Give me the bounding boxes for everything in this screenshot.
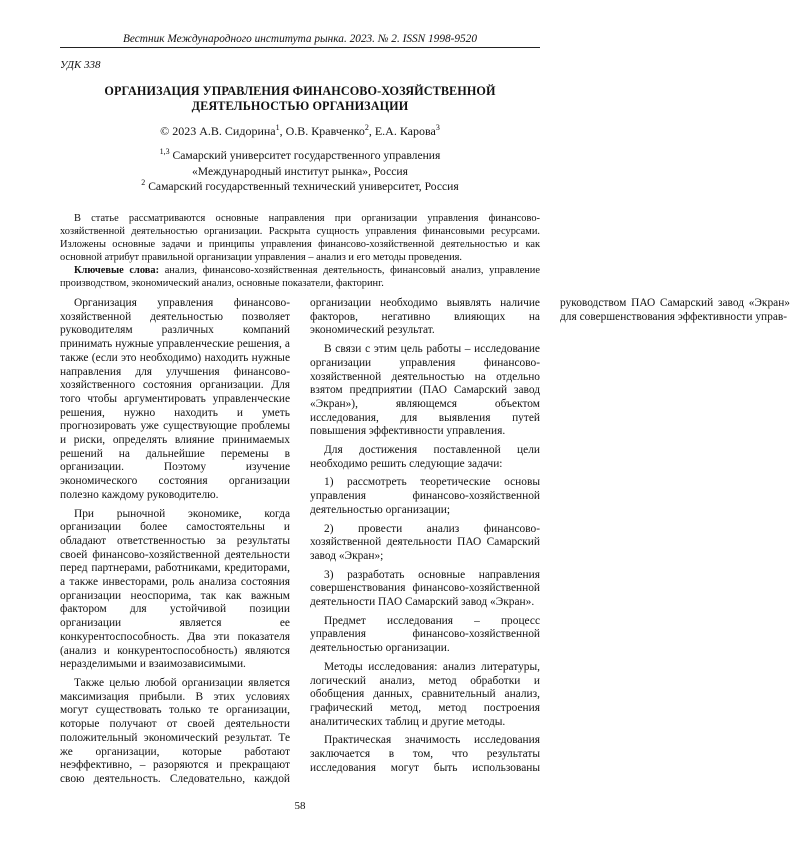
article-title (60, 84, 540, 114)
udk-code: УДК 338 (60, 59, 101, 71)
affiliation-2-text: Самарский государственный технический университет, Россия (145, 180, 459, 193)
body-paragraph: 1) рассмотреть теоретические основы управления финансово-хозяйственной деятельностью организации; (310, 476, 540, 516)
page-number: 58 (294, 800, 306, 812)
body-text (60, 297, 790, 791)
body-paragraph: При рыночной экономике, когда организации более самостоятельны и обладают ответственностью за результаты своей финансово-хозяйственной деятельности перед партнерами, работниками, кредиторами, а также инвесторами, роль анализа состояния организации неоспорима, так как важным фактором для устойчивой позиции организации является ее конкурентоспособность. Два эти показателя (анализ и конкурентоспособность) являются неразделимыми и взаимозависимыми. (60, 507, 290, 671)
author-2-sup: 2 (364, 123, 369, 132)
authors-line: © 2023 А.В. Сидорина$^1$, О.В. Кравченко$^2$, Е.А. Карова$^3$ (160, 123, 440, 138)
author-1-sup: 1 (275, 123, 280, 132)
keywords-text: анализ, финансово-хозяйственная деятельность, финансовый анализ, управление производством, экономический анализ, основные показатели, факторинг. (60, 265, 540, 289)
affiliation-2 (60, 179, 540, 195)
body-paragraph: Практическая значимость исследования заключается в том, что результаты исследования могут быть использованы руководством ПАО Самарский завод «Экран» для совершенствования эффективности управ- (310, 297, 790, 774)
body-paragraph: Методы исследования: анализ литературы, логический анализ, метод обработки и обобщения данных, сравнительный анализ, графический метод, метод построения аналитических таблиц и другие методы. (310, 660, 540, 728)
body-paragraph: Для достижения поставленной цели необходимо решить следующие задачи: (310, 444, 540, 470)
body-paragraph: В связи с этим цель работы – исследование организации управления финансово-хозяйственной деятельностью на отдельно взятом предприятии (ПАО Самарский завод «Экран»), являющемся объектом исследования, для выявления путей повышения эффективности управления. (310, 343, 540, 438)
affiliation-2-sup: 2 (141, 178, 146, 188)
affiliation-1-cont: «Международный институт рынка», Россия (192, 164, 408, 178)
title-line-2: ДЕЯТЕЛЬНОСТЬЮ ОРГАНИЗАЦИИ (191, 99, 409, 113)
affiliation-1-text: Самарский университет государственного управления (169, 149, 441, 162)
copyright: © 2023 (160, 124, 197, 138)
author-1: А.В. Сидорина (199, 124, 276, 138)
body-paragraph: Организация управления финансово-хозяйственной деятельностью позволяет руководителям различных компаний принимать нужные управленческие решения, а также (если это необходимо) находить нужные направления для улучшения финансово-хозяйственного состояния организации. Для того чтобы аргументировать управленческие решения, нужно находить и уметь прогнозировать уже существующие проблемы и риски, определять влияние принимаемых решений на дальнейшие перемены в организации. Поэтому изучение экономического состояния организации полезно каждому руководителю. (60, 297, 290, 501)
author-3: Е.А. Карова (374, 124, 436, 138)
journal-header: Вестник Международного института рынка. 2023. № 2. ISSN 1998-9520 (60, 33, 540, 48)
body-paragraph: Предмет исследования – процесс управления финансово-хозяйственной деятельностью организации. (310, 614, 540, 655)
affiliations (60, 148, 540, 195)
affiliation-1-sup: 1,3 (159, 147, 170, 157)
body-paragraph: 2) провести анализ финансово-хозяйственной деятельности ПАО Самарский завод «Экран»; (310, 522, 540, 562)
affiliation-1 (60, 148, 540, 164)
author-3-sup: 3 (435, 123, 440, 132)
body-paragraph: 3) разработать основные направления совершенствования финансово-хозяйственной деятельности ПАО Самарский завод «Экран». (310, 568, 540, 609)
keywords-label: Ключевые слова: (74, 265, 160, 276)
keywords (60, 264, 540, 290)
title-line-1: ОРГАНИЗАЦИЯ УПРАВЛЕНИЯ ФИНАНСОВО-ХОЗЯЙСТВЕННОЙ (104, 84, 496, 98)
author-2: О.В. Кравченко (285, 124, 365, 138)
abstract: В статье рассматриваются основные направления при организации управления финансово-хозяйственной деятельностью организации. Раскрыта сущность управления финансовыми ресурсами. Изложены основные задачи и принципы управления финансово-хозяйственной деятельностью и как основной атрибут правильной организации управления – анализ и его методы проведения. (60, 213, 540, 263)
body-paragraph: Также целью любой организации является максимизация прибыли. В этих условиях могут существовать только те организации, которые получают от своей деятельности положительный экономический результат. Те же организации, которые работают неэффективно, – разоряются и прекращают свою деятельность. Следовательно, каждой организации необходимо выявлять наличие факторов, негативно влияющих на экономический результат. (60, 297, 540, 785)
